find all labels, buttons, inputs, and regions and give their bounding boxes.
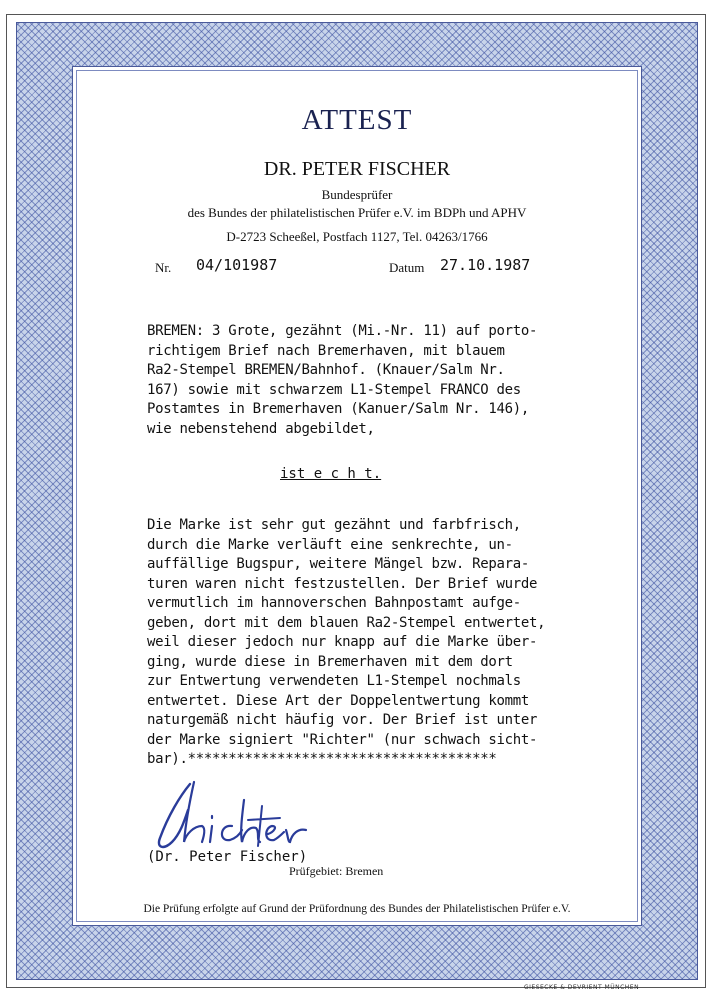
certificate-title: ATTEST <box>301 104 413 136</box>
text-line: vermutlich im hannoverschen Bahnpostamt aufge- <box>147 595 521 611</box>
text-line: BREMEN: 3 Grote, gezähnt (Mi.-Nr. 11) auf porto- <box>147 323 538 339</box>
nr-value: 04/101987 <box>196 256 278 274</box>
examiner-name: DR. PETER FISCHER <box>263 158 451 180</box>
signer-name: (Dr. Peter Fischer) <box>147 849 308 865</box>
text-line: Postamtes in Bremerhaven (Kanuer/Salm Nr. 146), <box>147 401 530 417</box>
pruefgebiet-label: Prüfgebiet: Bremen <box>289 864 384 878</box>
text-line: Die Marke ist sehr gut gezähnt und farbfrisch, <box>147 517 521 533</box>
text-line: naturgemäß nicht häufig vor. Der Brief ist unter <box>147 712 538 728</box>
handwritten-signature <box>150 776 320 854</box>
text-line: entwertet. Diese Art der Doppelentwertung kommt <box>147 692 530 709</box>
text-line: turen waren nicht festzustellen. Der Brief wurde <box>147 575 538 592</box>
text-line: richtigem Brief nach Bremerhaven, mit blauem <box>147 342 505 359</box>
text-line: wie nebenstehend abgebildet, <box>147 420 375 437</box>
text-line: zur Entwertung verwendeten L1-Stempel nochmals <box>147 673 521 689</box>
text-line: Ra2-Stempel BREMEN/Bahnhof. (Knauer/Salm Nr. <box>147 362 505 378</box>
text-line: durch die Marke verläuft eine senkrechte, un- <box>147 536 513 553</box>
text-line: auffällige Bugspur, weitere Mängel bzw. Repara- <box>147 556 530 572</box>
text-line: ging, wurde diese in Bremerhaven mit dem dort <box>147 653 513 670</box>
verdict-text: ist e c h t. <box>280 466 382 482</box>
association-line: des Bundes der philatelistischen Prüfer e.V. im BDPh und APHV <box>187 205 527 220</box>
examiner-role: Bundesprüfer <box>321 187 393 202</box>
condition-paragraph <box>147 516 545 770</box>
text-line: 167) sowie mit schwarzem L1-Stempel FRANCO des <box>147 381 521 398</box>
text-line: bar).************************************** <box>147 751 497 767</box>
printer-imprint: GIESECKE & DEVRIENT MÜNCHEN <box>524 984 640 991</box>
text-line: der Marke signiert "Richter" (nur schwach sicht- <box>147 731 538 748</box>
text-line: geben, dort mit dem blauen Ra2-Stempel entwertet, <box>147 614 546 631</box>
date-value: 27.10.1987 <box>440 256 531 274</box>
address-line: D-2723 Scheeßel, Postfach 1127, Tel. 04263/1766 <box>226 229 488 244</box>
nr-label: Nr. <box>155 260 172 275</box>
text-line: weil dieser jedoch nur knapp auf die Marke über- <box>147 634 538 650</box>
description-paragraph <box>147 322 537 439</box>
date-label: Datum <box>389 260 425 275</box>
footer-statement: Die Prüfung erfolgte auf Grund der Prüfordnung des Bundes der Philatelistischen Prüfer e.V. <box>143 903 571 915</box>
